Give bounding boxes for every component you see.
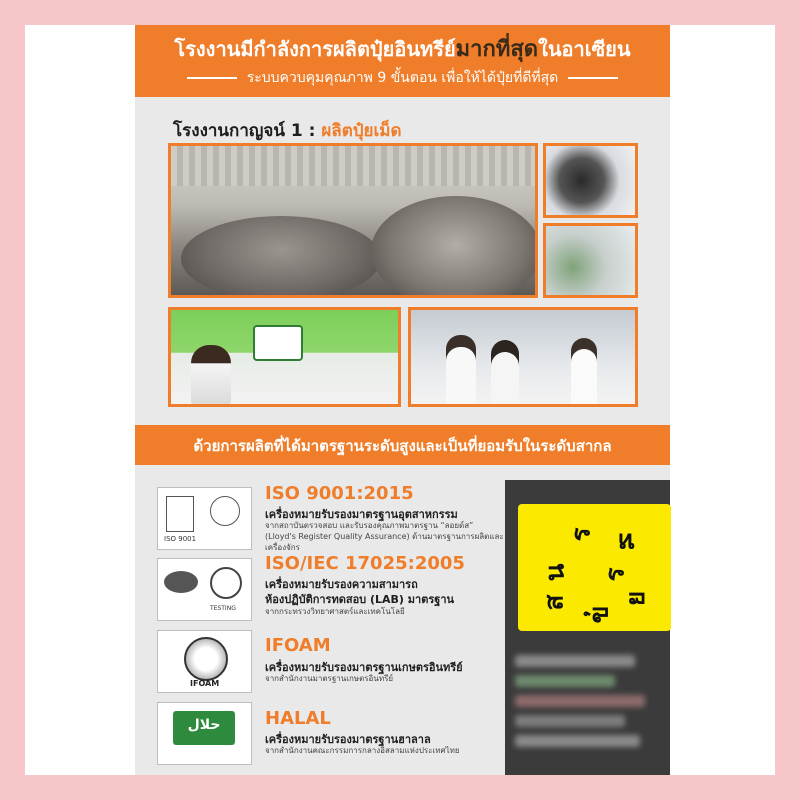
blurred-text-5 xyxy=(515,735,640,747)
sticker-char-2: ห xyxy=(618,527,636,557)
sticker-char-8: ข xyxy=(584,605,615,624)
cert-halal-detail: จากสำนักงานคณะกรรมการกลางอิสลามแห่งประเทศไทย xyxy=(265,746,460,755)
standards-banner-text: ด้วยการผลิตที่ได้มาตรฐานระดับสูงและเป็นที่ยอมรับในระดับสากล xyxy=(193,437,612,455)
cert-ifoam-line: เครื่องหมายรับรองมาตรฐานเกษตรอินทรีย์ xyxy=(265,661,463,674)
cert-halal-line: เครื่องหมายรับรองมาตรฐานฮาลาล xyxy=(265,733,431,746)
title-part-1: โรงงานมีกำลังการผลิตปุ๋ยอินทรีย์ xyxy=(174,37,456,61)
top-banner xyxy=(135,25,670,97)
rotary-drum-right xyxy=(371,196,538,298)
cert-ifoam-heading: IFOAM xyxy=(265,635,331,656)
cert-halal-heading: HALAL xyxy=(265,708,331,729)
factory-title xyxy=(173,117,402,144)
title-part-2: ในอาเซียน xyxy=(538,37,631,61)
tisi-mark xyxy=(164,571,198,593)
ifoam-globe-icon xyxy=(184,637,228,681)
factory-machinery-photo xyxy=(168,143,538,298)
sticker-char-4: ส xyxy=(539,594,570,611)
yellow-sticker xyxy=(518,504,671,631)
factory-roof xyxy=(171,146,535,186)
iso9001-logo xyxy=(157,487,252,550)
factory-label: โรงงานกาญจน์ 1 : xyxy=(173,121,316,141)
title-highlight: มากที่สุด xyxy=(455,37,539,62)
cert-iso17025-heading: ISO/IEC 17025:2005 xyxy=(265,553,465,574)
subtitle-right-line xyxy=(568,77,618,79)
iso17025-logo-text: TESTING xyxy=(210,605,236,612)
lab-logo xyxy=(253,325,303,361)
cert-iso17025-line1: เครื่องหมายรับรองความสามารถ xyxy=(265,578,418,591)
blurred-text-4 xyxy=(515,715,625,727)
ifoam-logo xyxy=(157,630,252,693)
lab-worker-1 xyxy=(446,335,476,405)
subtitle-row xyxy=(135,68,670,88)
fertilizer-poster xyxy=(135,25,670,775)
cert-ifoam-detail: จากสำนักงานมาตรฐานเกษตรอินทรีย์ xyxy=(265,674,394,683)
blurred-text-1 xyxy=(515,655,635,667)
lr-mark xyxy=(166,496,194,532)
standards-banner xyxy=(135,425,670,465)
cert-iso9001-heading: ISO 9001:2015 xyxy=(265,483,414,504)
lab-worker-2 xyxy=(491,340,519,405)
sticker-char-1: ร xyxy=(566,527,597,542)
poster-title xyxy=(135,37,670,62)
ukas-mark xyxy=(210,496,240,526)
cert-iso17025-detail: จากกระทรวงวิทยาศาสตร์และเทคโนโลยี xyxy=(265,607,405,616)
petri-dish-photo xyxy=(543,223,638,298)
sticker-char-7: ย xyxy=(621,590,652,607)
testing-seal xyxy=(210,567,242,599)
iso9001-logo-text: ISO 9001 xyxy=(164,535,197,543)
poster-subtitle: ระบบควบคุมคุณภาพ 9 ขั้นตอน เพื่อให้ได้ปุ๋ยที่ดีที่สุด xyxy=(246,70,559,86)
sticker-char-5: ร xyxy=(600,567,631,582)
lab-staff-photo xyxy=(408,307,638,407)
blurred-text-2 xyxy=(515,675,615,687)
cert-iso9001-line: เครื่องหมายรับรองมาตรฐานอุตสาหกรรม xyxy=(265,508,458,521)
lab-room-photo xyxy=(168,307,401,407)
sticker-char-3: น xyxy=(540,563,571,582)
sticker-char-6: ุ xyxy=(565,597,592,613)
lab-worker-3 xyxy=(571,338,597,405)
iso17025-logo xyxy=(157,558,252,621)
halal-logo-text: حلال xyxy=(187,717,221,733)
halal-logo xyxy=(157,702,252,765)
rotary-drum-left xyxy=(181,216,381,298)
lab-worker xyxy=(191,345,231,405)
microscope-photo xyxy=(543,143,638,218)
cert-iso17025-line2: ห้องปฏิบัติการทดสอบ (LAB) มาตรฐาน xyxy=(265,593,455,606)
blurred-text-3 xyxy=(515,695,645,707)
ifoam-logo-text: IFOAM xyxy=(190,679,220,688)
factory-product: ผลิตปุ๋ยเม็ด xyxy=(321,121,402,141)
subtitle-left-line xyxy=(187,77,237,79)
cert-iso9001-detail: จากสถาบันตรวจสอบ และรับรองคุณภาพมาตรฐาน “ลอยด์ส” (Lloyd's Register Quality Assurance) ด้านมาตรฐานการผลิตและเครื่องจักร xyxy=(265,521,504,552)
